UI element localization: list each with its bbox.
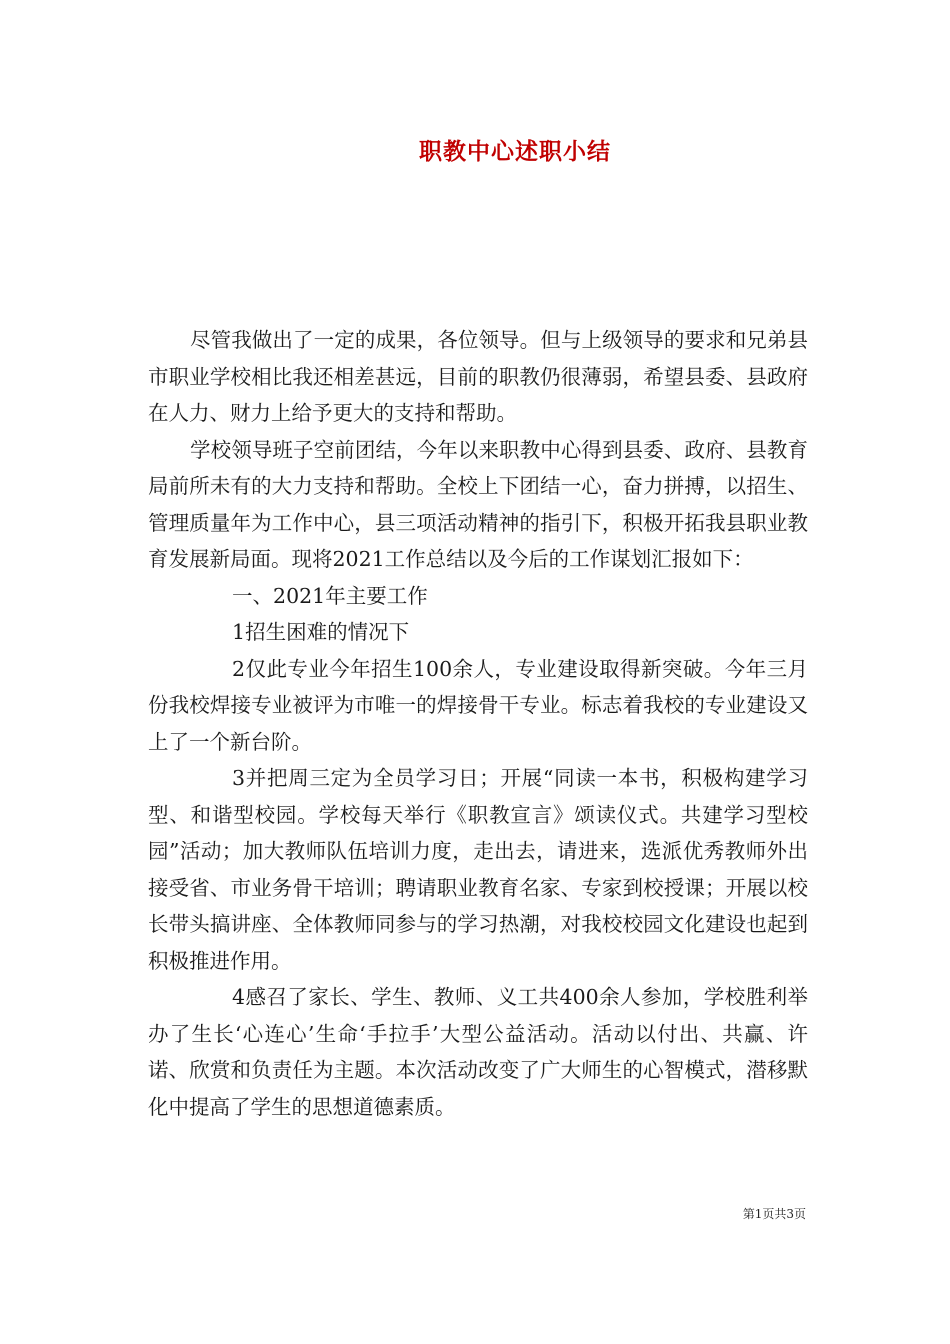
section-heading: 一、2021年主要工作: [232, 583, 428, 608]
document-body: [148, 322, 808, 1125]
document-title: 职教中心述职小结: [419, 138, 611, 165]
paragraph-summary: 学校领导班子空前团结，今年以来职教中心得到县委、政府、县教育局前所未有的大力支持和帮助。全校上下团结一心，奋力拼搏，以招生、管理质量年为工作中心，县三项活动精神的指引下，积极开拓我县职业教育发展新局面。现将2021工作总结以及今后的工作谋划汇报如下：: [148, 437, 808, 571]
page-number: 第1页共3页: [742, 1207, 806, 1221]
list-item-4: 4感召了家长、学生、教师、义工共400余人参加，学校胜利举办了生长‘心连心’生命‘手拉手’大型公益活动。活动以付出、共赢、许诺、欣赏和负责任为主题。本次活动改变了广大师生的心智模式，潜移默化中提高了学生的思想道德素质。: [148, 985, 808, 1119]
list-item-3: 3并把周三定为全员学习日；开展“同读一本书，积极构建学习型、和谐型校园。学校每天举行《职教宣言》颂读仪式。共建学习型校园”活动；加大教师队伍培训力度，走出去，请进来，选派优秀教师外出接受省、市业务骨干培训；聘请职业教育名家、专家到校授课；开展以校长带头搞讲座、全体教师同参与的学习热潮，对我校校园文化建设也起到积极推进作用。: [148, 766, 808, 973]
paragraph-intro: 尽管我做出了一定的成果，各位领导。但与上级领导的要求和兄弟县市职业学校相比我还相差甚远，目前的职教仍很薄弱，希望县委、县政府在人力、财力上给予更大的支持和帮助。: [148, 328, 808, 425]
list-item-2: 2仅此专业今年招生100余人，专业建设取得新突破。今年三月份我校焊接专业被评为市唯一的焊接骨干专业。标志着我校的专业建设又上了一个新台阶。: [148, 656, 808, 754]
list-item-1: 1招生困难的情况下: [232, 620, 410, 644]
